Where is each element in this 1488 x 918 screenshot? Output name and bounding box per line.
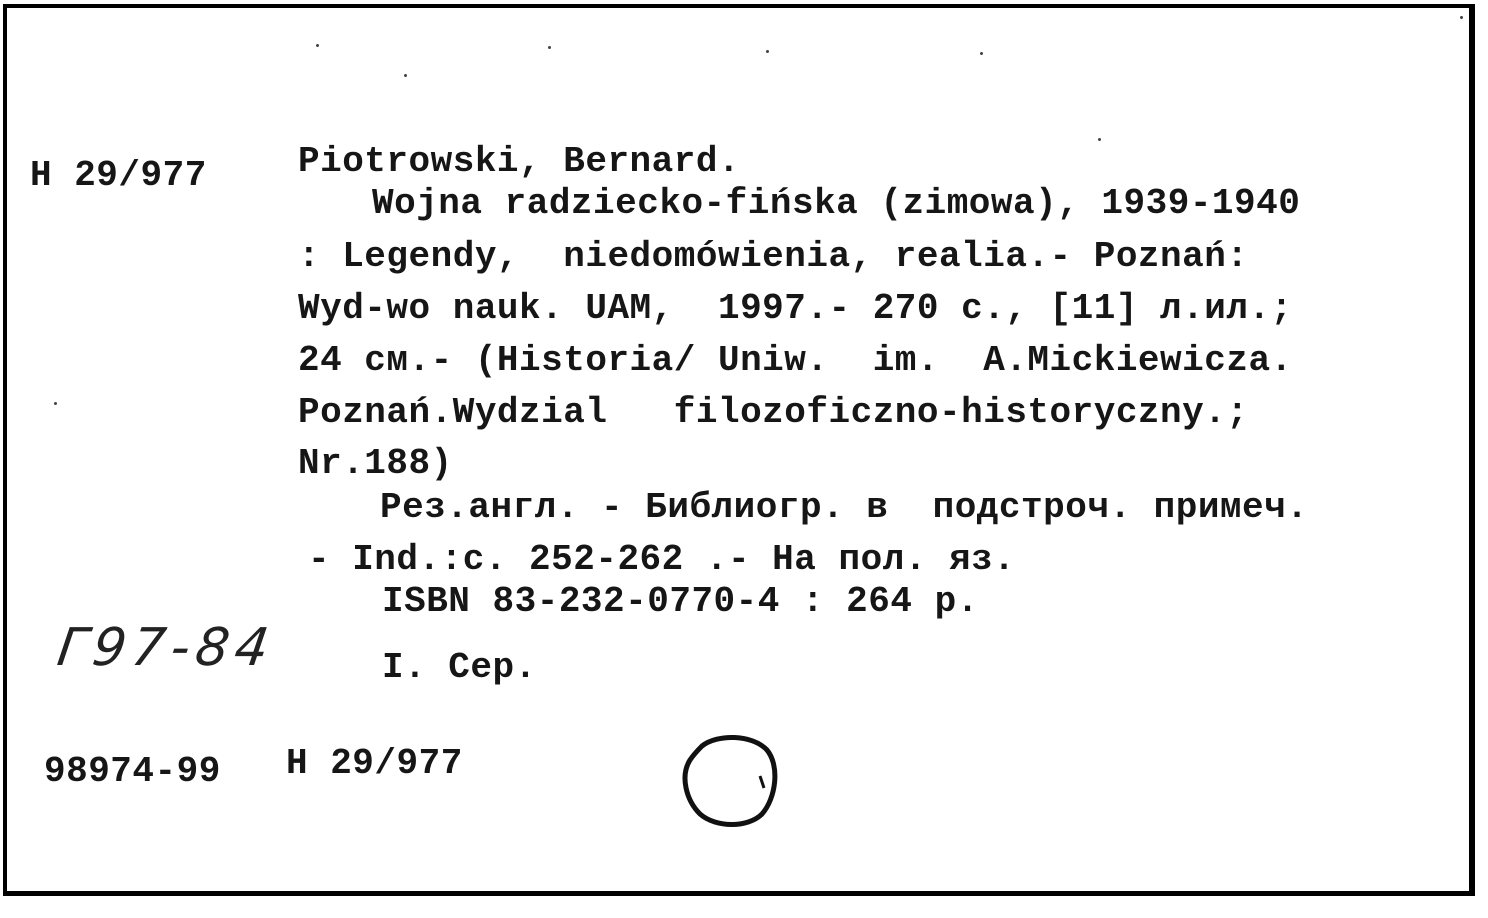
- series-number-line: Nr.188): [298, 443, 453, 484]
- isbn-line: ISBN 83-232-0770-4 : 264 р.: [382, 581, 979, 622]
- speck: [980, 52, 983, 55]
- subtitle-line: : Legendy, niedomówienia, realia.- Poznań:: [298, 236, 1249, 277]
- shelfmark-bottom: H 29/977: [286, 743, 463, 784]
- speck: [548, 46, 551, 49]
- shelfmark-top: H 29/977: [30, 155, 207, 196]
- speck: [316, 44, 319, 47]
- series-entry-line: I. Сер.: [382, 647, 537, 688]
- title-line: Wojna radziecko-fińska (zimowa), 1939-1940: [372, 183, 1301, 224]
- speck: [54, 402, 57, 405]
- series-continued-line: Poznań.Wydzial filozoficzno-historyczny.;: [298, 392, 1249, 433]
- circle-stamp-mark: [672, 728, 792, 838]
- index-note-line: - Ind.:c. 252-262 .- На пол. яз.: [308, 539, 1016, 580]
- speck: [1460, 16, 1463, 19]
- notes-line: Рез.англ. - Библиогр. в подстроч. примеч.: [380, 487, 1309, 528]
- series-line: 24 см.- (Historia/ Uniw. im. A.Mickiewicza.: [298, 340, 1293, 381]
- author-line: Piotrowski, Bernard.: [298, 141, 741, 182]
- publisher-line: Wyd-wo nauk. UAM, 1997.- 270 с., [11] л.ил.;: [298, 288, 1293, 329]
- speck: [404, 74, 407, 77]
- speck: [1098, 138, 1101, 141]
- accession-number: 98974-99: [44, 751, 221, 792]
- speck: [766, 50, 769, 53]
- handwritten-code: Г97-84: [53, 618, 279, 678]
